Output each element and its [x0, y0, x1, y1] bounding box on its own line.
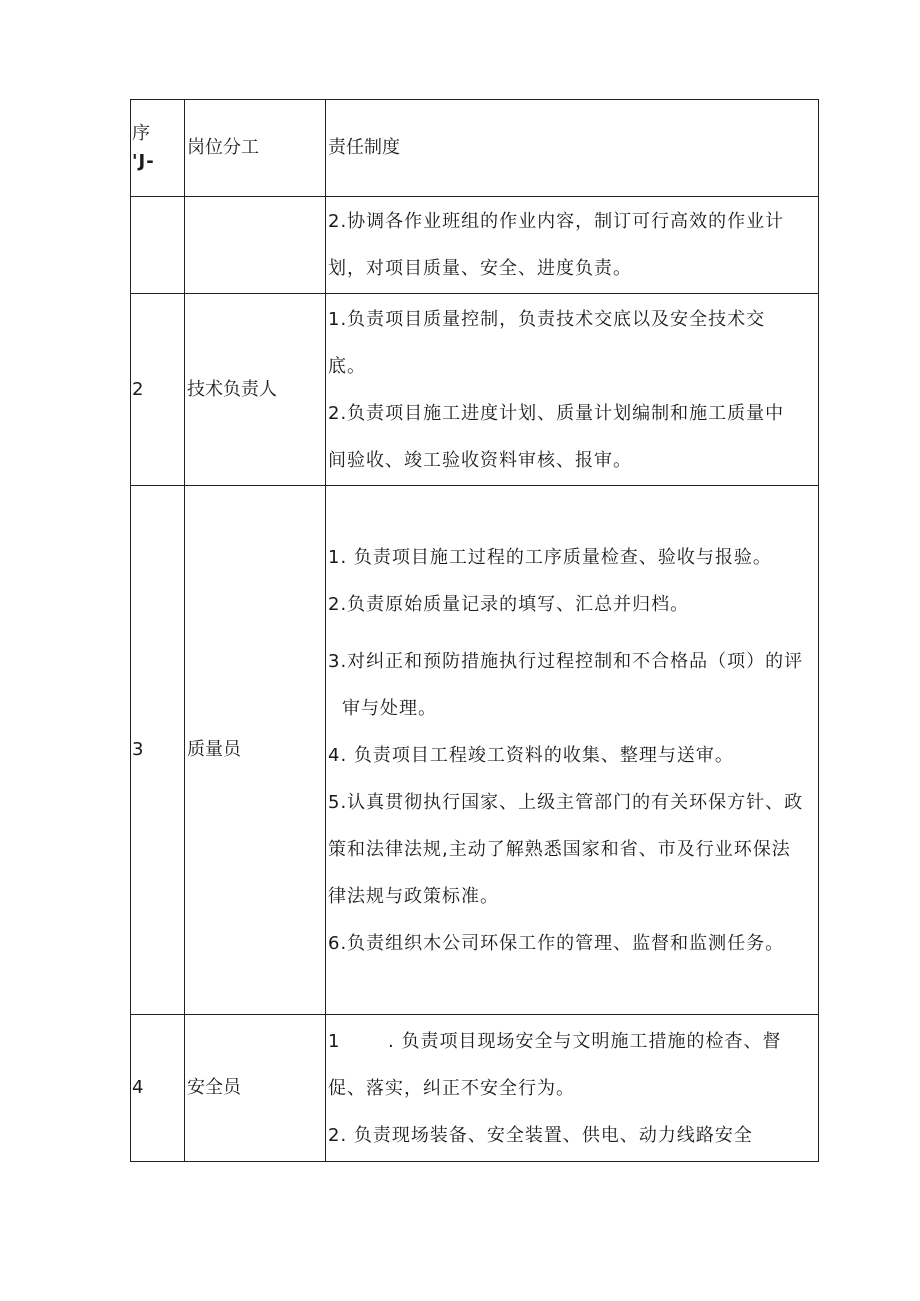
table-header-row	[131, 100, 819, 197]
header-number-line1: 序	[132, 123, 150, 144]
duty-line	[328, 1018, 812, 1065]
duty-line: 划，对项目质量、安全、进度负责。	[328, 258, 632, 279]
duty-line: 2. 负责现场装备、安全装置、供电、动力线路安全	[328, 1124, 753, 1146]
responsibility-table	[130, 99, 819, 1162]
duty-line: 6.负责组织木公司环保工作的管理、监督和监测任务。	[328, 932, 785, 954]
table-row	[131, 486, 819, 1015]
duty-line: 间验收、竣工验收资料审核、报审。	[328, 449, 632, 471]
row-role: 技术负责人	[185, 294, 326, 486]
duty-line: 3.对纠正和预防措施执行过程控制和不合格品（项）的评	[328, 650, 804, 672]
row-role: 安全员	[185, 1015, 326, 1162]
row-number: 2	[131, 294, 185, 486]
row-role: 质量员	[185, 486, 326, 1015]
header-duty: 责任制度	[326, 100, 819, 197]
duty-line: 审与处理。	[342, 697, 437, 719]
duty-line: 5.认真贯彻执行国家、上级主管部门的有关环保方针、政	[328, 791, 804, 813]
duty-line: 策和法律法规,主动了解熟悉国家和省、市及行业环保法	[328, 838, 791, 860]
row-role	[185, 197, 326, 294]
row-duties	[326, 197, 819, 294]
duty-item-number: 1	[328, 1030, 341, 1052]
row-duties	[326, 294, 819, 486]
duty-line: 律法规与政策标准。	[328, 885, 499, 907]
row-duties	[326, 1015, 819, 1162]
duty-line: 1.负责项目质量控制，负责技术交底以及安全技术交	[328, 308, 766, 330]
duty-line: 2.协调各作业班组的作业内容，制订可行高效的作业计	[328, 211, 785, 232]
header-number	[131, 100, 185, 197]
duty-item-text: . 负责项目现场安全与文明施工措施的检杳、督	[388, 1030, 782, 1052]
row-number: 4	[131, 1015, 185, 1162]
spacer	[328, 628, 812, 638]
header-role: 岗位分工	[185, 100, 326, 197]
duty-line: 1. 负责项目施工过程的工序质量检查、验收与报验。	[328, 546, 772, 568]
row-number	[131, 197, 185, 294]
duty-line: 4. 负责项目工程竣工资料的收集、整理与送审。	[328, 744, 734, 766]
table-row	[131, 1015, 819, 1162]
table-row	[131, 197, 819, 294]
duty-line: 2.负责项目施工进度计划、质量计划编制和施工质量中	[328, 402, 785, 424]
duty-line: 底。	[328, 355, 366, 377]
duty-line: 2.负责原始质量记录的填写、汇总并归档。	[328, 593, 690, 615]
header-number-line2: 'J-	[132, 151, 155, 172]
duty-line: 促、落实，纠正不安全行为。	[328, 1077, 575, 1099]
table-row	[131, 294, 819, 486]
row-duties	[326, 486, 819, 1015]
row-number: 3	[131, 486, 185, 1015]
